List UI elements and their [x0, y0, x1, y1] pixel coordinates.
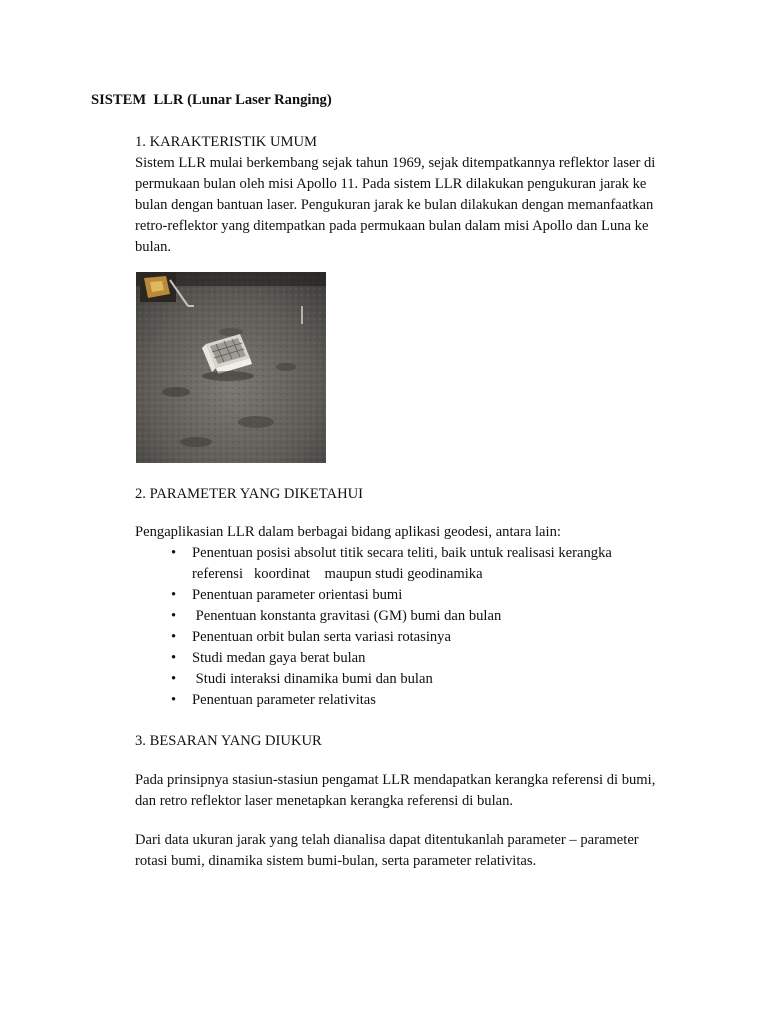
section-3: [135, 731, 695, 752]
bullet-icon: •: [171, 545, 177, 561]
applications-list: [135, 543, 695, 711]
list-item: [135, 606, 695, 627]
list-item-text: referensi koordinat maupun studi geodinamika: [192, 566, 483, 582]
list-item-text: Studi interaksi dinamika bumi dan bulan: [192, 671, 433, 687]
list-item: [135, 585, 695, 606]
list-item-text: Penentuan parameter relativitas: [192, 692, 376, 708]
list-item-text: Penentuan orbit bulan serta variasi rotasinya: [192, 629, 451, 645]
list-item-text: Penentuan parameter orientasi bumi: [192, 587, 403, 603]
list-item-text: Penentuan posisi absolut titik secara teliti, baik untuk realisasi kerangka: [192, 545, 612, 561]
section-1-heading: 1. KARAKTERISTIK UMUM: [135, 134, 318, 150]
section-2-intro-block: [135, 522, 695, 543]
section-2: [135, 484, 695, 505]
bullet-icon: •: [171, 671, 177, 687]
bullet-icon: •: [171, 587, 177, 603]
list-item: [135, 669, 695, 690]
section-2-heading: 2. PARAMETER YANG DIKETAHUI: [135, 486, 364, 502]
section-3-paragraph-2: [135, 830, 695, 872]
list-item-text: Penentuan konstanta gravitasi (GM) bumi dan bulan: [192, 608, 502, 624]
list-item: [135, 648, 695, 669]
paragraph-line: bulan dengan bantuan laser. Pengukuran jarak ke bulan dilakukan dengan memanfaatkan: [135, 197, 654, 213]
section-1-paragraph: [135, 153, 695, 258]
paragraph-line: bulan.: [135, 239, 172, 255]
section-1: [135, 132, 695, 258]
section-3-heading: 3. BESARAN YANG DIUKUR: [135, 733, 322, 749]
paragraph-line: Sistem LLR mulai berkembang sejak tahun 1969, sejak ditempatkannya reflektor laser di: [135, 155, 656, 171]
paragraph-line: retro-reflektor yang ditempatkan pada permukaan bulan dalam misi Apollo dan Luna ke: [135, 218, 649, 234]
paragraph-line: Dari data ukuran jarak yang telah dianalisa dapat ditentukanlah parameter – parameter: [135, 832, 639, 848]
bullet-icon: •: [171, 650, 177, 666]
section-3-paragraph-1: [135, 770, 695, 812]
list-item-text: Studi medan gaya berat bulan: [192, 650, 366, 666]
list-item: [135, 627, 695, 648]
bullet-icon: •: [171, 629, 177, 645]
bullet-icon: •: [171, 692, 177, 708]
paragraph-line: dan retro reflektor laser menetapkan kerangka referensi di bulan.: [135, 793, 514, 809]
lunar-reflector-photo: [136, 272, 326, 463]
paragraph-line: rotasi bumi, dinamika sistem bumi-bulan, serta parameter relativitas.: [135, 853, 537, 869]
list-item: [135, 690, 695, 711]
paragraph-line: permukaan bulan oleh misi Apollo 11. Pada sistem LLR dilakukan pengukuran jarak ke: [135, 176, 647, 192]
document-title: SISTEM LLR (Lunar Laser Ranging): [91, 92, 332, 108]
bullet-icon: •: [171, 608, 177, 624]
paragraph-line: Pada prinsipnya stasiun-stasiun pengamat LLR mendapatkan kerangka referensi di bumi,: [135, 772, 656, 788]
list-item: [135, 543, 695, 585]
section-2-intro: Pengaplikasian LLR dalam berbagai bidang aplikasi geodesi, antara lain:: [135, 524, 561, 540]
